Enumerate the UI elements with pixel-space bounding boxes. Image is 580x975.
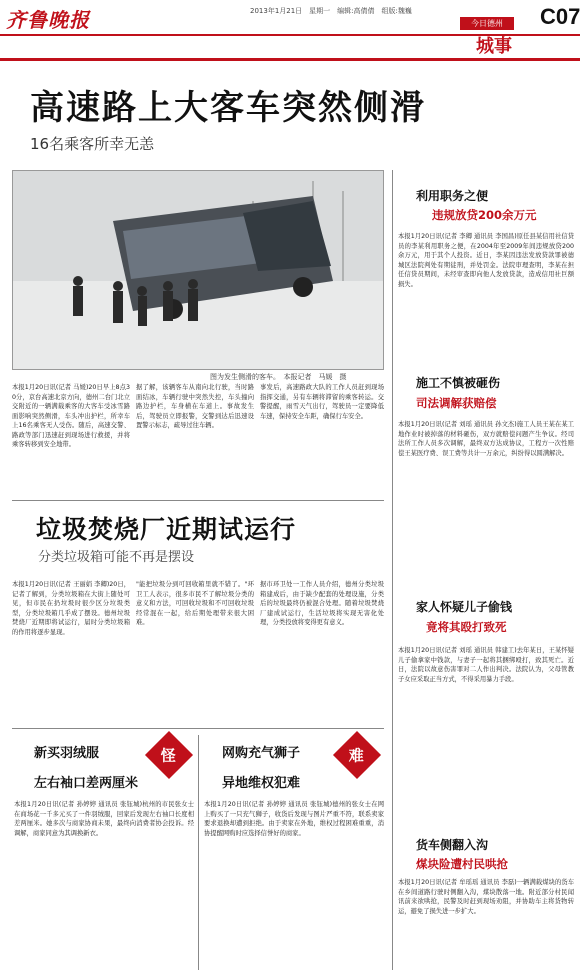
box2-tag-text: 难 bbox=[349, 746, 365, 765]
box2-title: 网购充气狮子 bbox=[222, 746, 301, 761]
section-title: 城事 bbox=[476, 36, 512, 57]
box2-title2: 异地维权犯难 bbox=[222, 776, 301, 791]
box1-body: 本报1月20日讯(记者 孙婷婷 通讯员 张钰城)杭州的市民张女士在商场花一千多元买了一件羽绒服，回家后发现左右袖口长度相差两厘米。她多次与商家协商未果，最终向消费者协会投诉。经调解，商家同意为其调换新衣。 bbox=[14, 801, 194, 837]
story-divider bbox=[12, 500, 384, 501]
photo-caption: 图为发生侧滑的客车。 本报记者 马媛 摄 bbox=[210, 373, 347, 381]
side2-title2: 司法调解获赔偿 bbox=[416, 396, 497, 410]
side4-title: 货车侧翻入沟 bbox=[416, 838, 489, 852]
top-red-rule bbox=[0, 58, 580, 61]
dateline: 2013年1月21日 星期一 编辑:高倩倩 组版:魏巍 bbox=[250, 7, 412, 15]
side1-title2: 违规放贷200余万元 bbox=[432, 208, 537, 222]
bus-photo-illustration bbox=[13, 171, 384, 370]
second-body-col3: 据市环卫处一工作人员介绍，德州分类垃圾箱建成后，由于缺少配套的处理设施，分类后的垃圾最终仍被混合处理。随着垃圾焚烧厂建成试运行，生活垃圾将实现无害化处理，分类投放将变得更有意义。 bbox=[260, 581, 384, 626]
box1-title2: 左右袖口差两厘米 bbox=[34, 776, 139, 791]
side2-title: 施工不慎被砸伤 bbox=[416, 376, 501, 390]
lead-headline: 高速路上大客车突然侧滑 bbox=[30, 88, 426, 128]
second-body-col1: 本报1月20日讯(记者 王丽娟 李卿)20日，记者了解到，分类垃圾箱在大街上随处可见，但市民在扔垃圾时很少区分垃圾类型，分类垃圾箱几乎成了摆设。德州垃圾焚烧厂近期即将试运行，届时分类垃圾箱的作用将逐步显现。 bbox=[12, 581, 130, 636]
region-badge: 今日德州 bbox=[460, 17, 514, 30]
box-divider bbox=[12, 728, 384, 729]
box1-tag bbox=[145, 731, 193, 779]
column-divider bbox=[392, 170, 393, 970]
side4-title2: 煤块险遭村民哄抢 bbox=[416, 857, 508, 871]
newspaper-logo: 齐鲁晚报 bbox=[6, 8, 90, 32]
side2-body: 本报1月20日讯(记者 刘瑶 通讯员 孙文杰)施工人员王某在某工地作业时被掉落的材料砸伤，双方就赔偿问题产生争议。经司法所工作人员多次调解，最终双方达成协议，工程方一次性赔偿王某医疗费、误工费等共计一万余元，纠纷得以圆满解决。 bbox=[398, 421, 574, 457]
side3-body: 本报1月20日讯(记者 刘瑶 通讯员 韩建工)去年某日，王某怀疑儿子偷拿家中钱款，与妻子一起将其捆绑殴打，致其死亡。近日，法院以故意伤害罪对二人作出判决。法院认为，父母管教子女应采取正当方式，不得采用暴力手段。 bbox=[398, 647, 574, 683]
side1-title: 利用职务之便 bbox=[416, 189, 489, 203]
box2-tag bbox=[333, 731, 381, 779]
page-number: C07 bbox=[540, 4, 580, 29]
side3-title: 家人怀疑儿子偷钱 bbox=[416, 600, 513, 614]
box1-title: 新买羽绒服 bbox=[34, 746, 100, 761]
box2-body: 本报1月20日讯(记者 孙婷婷 通讯员 张钰城)德州的张女士在网上购买了一只充气狮子，收货后发现与图片严重不符，联系卖家要求退换却遭到拒绝。由于卖家在外地，维权过程困难重重，消协提醒网购时应选择信誉好的商家。 bbox=[204, 801, 384, 837]
second-subhead: 分类垃圾箱可能不再是摆设 bbox=[38, 550, 195, 565]
lead-body-col1: 本报1月20日讯(记者 马媛)20日早上8点30分，京台高速北京方向，德州二台门北立交附近的一辆满载乘客的大客车受冰雪路面影响突然侧滑，车头冲出护栏，所幸车上16名乘客无人受伤。随后，高速交警、路政等部门迅速赶到现场进行救援，并将乘客转移到安全地带。 bbox=[12, 384, 130, 448]
box-vertical-divider bbox=[198, 735, 199, 970]
second-body-col2: "能把垃圾分到可回收箱里就不错了。"环卫工人表示，很多市民不了解垃圾分类的意义和方法，可回收垃圾和不可回收垃圾经常混在一起，给后期处理带来很大困难。 bbox=[136, 581, 254, 626]
lead-subhead: 16名乘客所幸无恙 bbox=[30, 135, 155, 153]
side1-body: 本报1月20日讯(记者 李卿 通讯员 李国昌)原任县某信用社信贷员的李某利用职务之便，在2004年至2009年间违规放贷200余万元，用于其个人投资。近日，李某因违法发放贷款罪被德城区法院判处有期徒刑，并处罚金。法院审理查明，李某在担任信贷员期间，未经审查即向他人发放贷款，造成信用社巨额损失。 bbox=[398, 233, 574, 288]
box1-tag-text: 怪 bbox=[161, 746, 177, 765]
second-headline: 垃圾焚烧厂近期试运行 bbox=[36, 515, 297, 544]
lead-body-col2: 据了解，该辆客车从南向北行驶，当时路面结冰，车辆行驶中突然失控，车头撞向路边护栏，车身横在车道上。事故发生后，驾驶员立即报警，交警到达后迅速设置警示标志，疏导过往车辆。 bbox=[136, 384, 254, 429]
side4-body: 本报1月20日讯(记者 牟瑶瑶 通讯员 李磊)一辆满载煤块的货车在乡间道路行驶时侧翻入沟，煤块散落一地。附近部分村民闻讯前来欲哄抢，民警及时赶到现场劝阻，并协助车主将货物转运，避免了损失进一步扩大。 bbox=[398, 879, 574, 915]
lead-body-col3: 事发后，高速路政大队的工作人员赶到现场指挥交通，另有车辆将滞留的乘客转运。交警提醒，雨雪天气出行，驾驶员一定要降低车速，保持安全车距，确保行车安全。 bbox=[260, 384, 384, 420]
side3-title2: 竟将其殴打致死 bbox=[426, 620, 507, 634]
lead-photo bbox=[12, 170, 384, 370]
